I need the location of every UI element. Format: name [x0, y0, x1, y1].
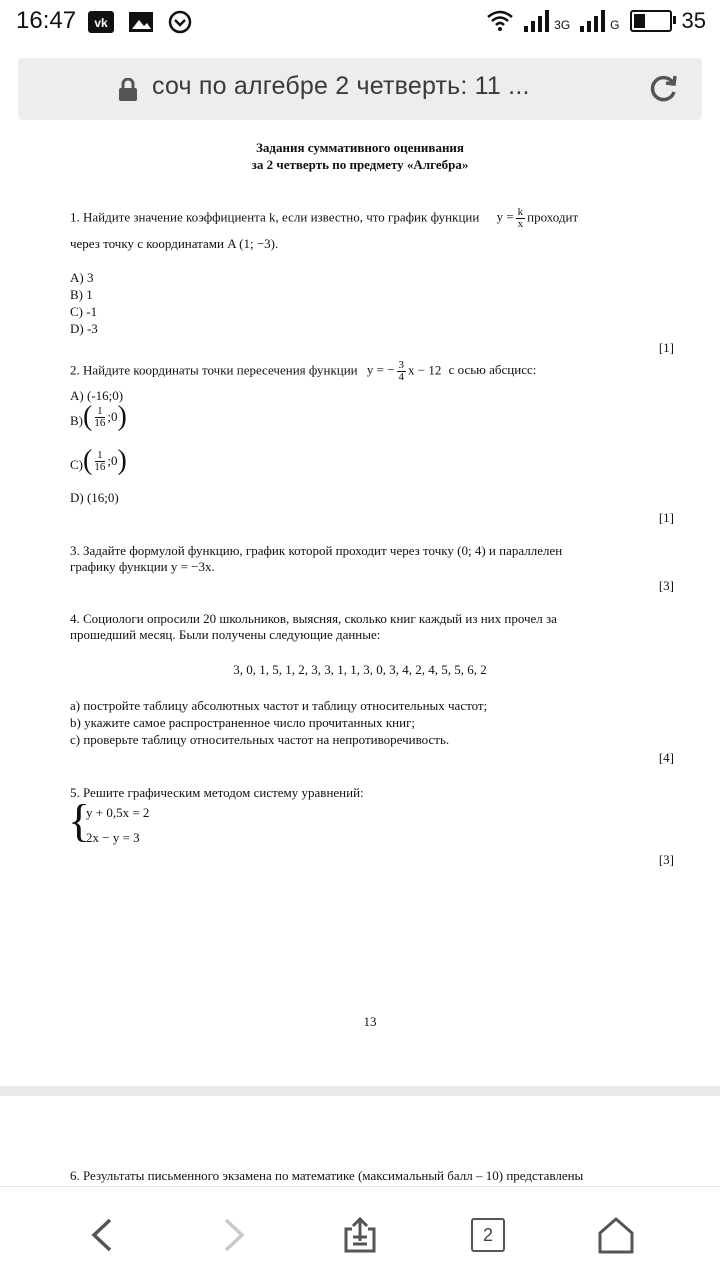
lock-icon — [118, 78, 138, 102]
gallery-icon — [128, 11, 154, 33]
download-icon — [168, 10, 192, 34]
q1-option: B) 1 — [70, 287, 93, 302]
signal-icon-2: G — [580, 10, 619, 32]
q5-eq2: 2x − y = 3 — [86, 830, 140, 845]
q4-item-b: b) укажите самое распространенное число прочитанных книг; — [70, 715, 416, 730]
q1-mark: [1] — [658, 340, 674, 355]
page-number: 13 — [363, 1014, 377, 1029]
q2-fraction: $\frac{3}{4}$ — [398, 359, 405, 383]
q2-option-b: B)( $\frac{1}{16}$ ;0 ) — [70, 401, 127, 432]
share-icon — [340, 1215, 380, 1255]
system-brace: { — [68, 795, 91, 846]
share-button[interactable] — [332, 1207, 388, 1263]
q4-item-c: c) проверьте таблицу относительных частот на непротиворечивость. — [70, 732, 450, 747]
q2-mark: [1] — [658, 510, 674, 525]
q2-text: 2. Найдите координаты точки пересечения функции y = − $\frac{3}{4}$ x − 12 с осью абсцисс: — [70, 359, 537, 383]
q5-line1: 5. Решите графическим методом систему уравнений: — [70, 785, 364, 800]
home-button[interactable] — [588, 1207, 644, 1263]
back-button[interactable] — [74, 1207, 130, 1263]
battery-icon — [630, 10, 672, 32]
q4-data: 3, 0, 1, 5, 1, 2, 3, 3, 1, 1, 3, 0, 3, 4, 2, 4, 5, 5, 6, 2 — [233, 662, 487, 677]
doc-title-line1: Задания суммативного оценивания — [256, 140, 464, 155]
q5-mark: [3] — [658, 852, 674, 867]
vk-icon — [88, 11, 114, 33]
q4-mark: [4] — [658, 750, 674, 765]
forward-icon — [220, 1217, 248, 1253]
page-title[interactable]: соч по алгебре 2 четверть: 11 ... — [152, 72, 530, 100]
q1-option: A) 3 — [70, 270, 94, 285]
forward-button[interactable] — [206, 1207, 262, 1263]
q1-text-line2: через точку с координатами A (1; −3). — [70, 236, 279, 251]
battery-percent: 35 — [681, 8, 706, 33]
q1-fraction: $\frac{k}{x}$ — [517, 206, 524, 230]
wifi-icon — [486, 10, 514, 32]
q6-line1: 6. Результаты письменного экзамена по математике (максимальный балл – 10) представлены — [70, 1168, 584, 1183]
q4-line1: 4. Социологи опросили 20 школьников, выясняя, сколько книг каждый из них прочел за — [70, 611, 557, 626]
back-icon — [88, 1217, 116, 1253]
status-right — [486, 8, 706, 34]
q4-line2: прошедший месяц. Были получены следующие данные: — [70, 627, 381, 642]
notification-icons — [88, 10, 192, 34]
document-page-2 — [0, 1096, 720, 1186]
q3-line1: 3. Задайте формулой функцию, график которой проходит через точку (0; 4) и параллелен — [70, 543, 563, 558]
address-bar[interactable] — [18, 58, 702, 120]
home-icon — [596, 1215, 636, 1255]
q1-text: 1. Найдите значение коэффициента k, если известно, что график функции y = $\frac{k}{x}$ проходит — [70, 206, 579, 230]
page-separator — [0, 1086, 720, 1096]
document-page — [0, 134, 720, 1086]
status-bar — [0, 0, 720, 44]
tabs-button[interactable] — [460, 1207, 516, 1263]
tabs-count: 2 — [471, 1218, 505, 1252]
q2-option-d: D) (16;0) — [70, 490, 119, 505]
svg-text:vk: vk — [94, 16, 108, 30]
q3-line2: графику функции y = −3x. — [70, 559, 215, 574]
browser-toolbar — [0, 1186, 720, 1281]
status-time: 16:47 — [16, 7, 77, 34]
q3-mark: [3] — [658, 578, 674, 593]
q1-option: D) -3 — [70, 321, 98, 336]
reload-icon[interactable] — [646, 72, 680, 106]
q2-option-c: C)( $\frac{1}{16}$ ;0 ) — [70, 445, 127, 476]
signal-icon-1: 3G — [524, 10, 570, 32]
q5-eq1: y + 0,5x = 2 — [86, 805, 150, 820]
q4-item-a: a) постройте таблицу абсолютных частот и таблицу относительных частот; — [70, 698, 488, 713]
q2-option-a: A) (-16;0) — [70, 388, 124, 403]
doc-title-line2: за 2 четверть по предмету «Алгебра» — [251, 157, 469, 172]
battery-fill — [634, 14, 646, 28]
q1-option: C) -1 — [70, 304, 98, 319]
